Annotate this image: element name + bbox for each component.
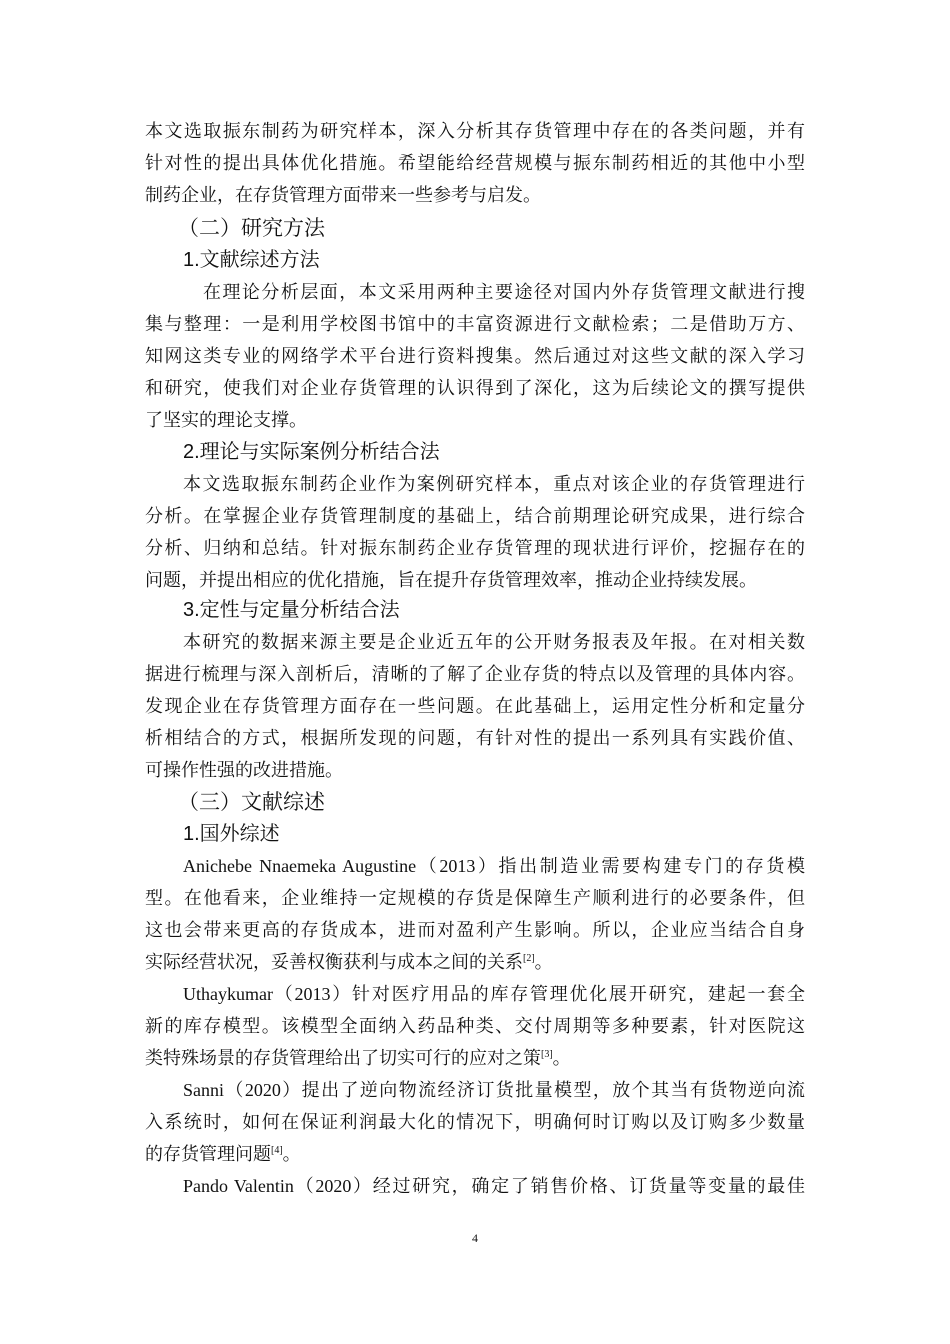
subsection-heading: 1.文献综述方法 [183, 249, 320, 271]
line-text: 可操作性强的改进措施。 [145, 760, 343, 780]
paragraph-line [145, 693, 805, 719]
paragraph-line [145, 535, 805, 561]
page-number: 4 [472, 1231, 478, 1245]
paragraph-line [145, 661, 805, 687]
paragraph-line [145, 917, 805, 943]
line-text: 据进行梳理与深入剖析后，清晰的了解了企业存货的特点以及管理的具体内容。 [145, 664, 805, 684]
subsection-heading: 1.国外综述 [183, 823, 280, 845]
line-text: 问题，并提出相应的优化措施，旨在提升存货管理效率，推动企业持续发展。 [145, 570, 757, 590]
line-text: 这也会带来更高的存货成本，进而对盈利产生影响。所以，企业应当结合自身 [145, 920, 805, 940]
paragraph-line [145, 725, 805, 751]
paragraph-line [145, 1045, 805, 1071]
line-text: 在理论分析层面，本文采用两种主要途径对国内外存货管理文献进行搜 [203, 282, 805, 302]
line-text: 本文选取振东制药企业作为案例研究样本，重点对该企业的存货管理进行 [183, 474, 805, 494]
sentence-end: 。 [534, 952, 553, 972]
line-text: 知网这类专业的网络学术平台进行资料搜集。然后通过对这些文献的深入学习 [145, 346, 805, 366]
paragraph-line [145, 311, 805, 337]
paragraph-line [145, 407, 805, 433]
line-text: 发现企业在存货管理方面存在一些问题。在此基础上，运用定性分析和定量分 [145, 696, 805, 716]
sentence-end: 。 [282, 1144, 301, 1164]
paragraph-line [183, 981, 805, 1007]
line-text: Pando Valentin（2020）经过研究，确定了销售价格、订货量等变量的最佳 [183, 1176, 805, 1196]
line-text: 针对性的提出具体优化措施。希望能给经营规模与振东制药相近的其他中小型 [145, 153, 805, 173]
paragraph-line [145, 949, 805, 975]
line-text: 入系统时，如何在保证利润最大化的情况下，明确何时订购以及订购多少数量 [145, 1112, 805, 1132]
line-text: Sanni（2020）提出了逆向物流经济订货批量模型，放个其当有货物逆向流 [183, 1080, 805, 1100]
paragraph-line [183, 853, 805, 879]
paragraph-line [145, 375, 805, 401]
line-text: 本文选取振东制药为研究样本，深入分析其存货管理中存在的各类问题，并有 [145, 121, 805, 141]
line-text: Anichebe Nnaemeka Augustine（2013）指出制造业需要构建专门的存货模 [183, 856, 805, 876]
line-text: 分析。在掌握企业存货管理制度的基础上，结合前期理论研究成果，进行综合 [145, 506, 805, 526]
line-text: 分析、归纳和总结。针对振东制药企业存货管理的现状进行评价，挖掘存在的 [145, 538, 805, 558]
paragraph-line [145, 150, 805, 176]
sentence-end: 。 [552, 1048, 571, 1068]
line-text: 型。在他看来，企业维持一定规模的存货是保障生产顺利进行的必要条件，但 [145, 888, 805, 908]
line-text: Uthaykumar（2013）针对医疗用品的库存管理优化展开研究，建起一套全 [183, 984, 805, 1004]
line-text: 类特殊场景的存货管理给出了切实可行的应对之策 [145, 1048, 541, 1068]
citation-reference: [4] [271, 1145, 283, 1156]
paragraph-line [145, 567, 805, 593]
paragraph-line [145, 182, 805, 208]
paragraph-line [183, 1077, 805, 1103]
paragraph-line [145, 343, 805, 369]
line-text: 的存货管理问题 [145, 1144, 271, 1164]
paragraph-line [145, 885, 805, 911]
line-text: 本研究的数据来源主要是企业近五年的公开财务报表及年报。在对相关数 [183, 632, 805, 652]
line-text: 新的库存模型。该模型全面纳入药品种类、交付周期等多种要素，针对医院这 [145, 1016, 805, 1036]
line-text: 实际经营状况，妥善权衡获利与成本之间的关系 [145, 952, 523, 972]
citation-reference: [3] [541, 1049, 553, 1060]
paragraph-line [183, 629, 805, 655]
line-text: 制药企业，在存货管理方面带来一些参考与启发。 [145, 185, 541, 205]
subsection-heading: 3.定性与定量分析结合法 [183, 599, 400, 621]
section-heading: （三）文献综述 [178, 791, 325, 814]
paragraph-line [145, 503, 805, 529]
paragraph-line [145, 757, 805, 783]
line-text: 了坚实的理论支撑。 [145, 410, 307, 430]
paragraph-line [145, 1109, 805, 1135]
paragraph-line [183, 471, 805, 497]
citation-reference: [2] [523, 953, 535, 964]
line-text: 集与整理：一是利用学校图书馆中的丰富资源进行文献检索；二是借助万方、 [145, 314, 805, 334]
paragraph-line [145, 1141, 805, 1167]
paragraph-line [203, 279, 805, 305]
subsection-heading: 2.理论与实际案例分析结合法 [183, 441, 440, 463]
paragraph-line [145, 1013, 805, 1039]
section-heading: （二）研究方法 [178, 217, 325, 240]
line-text: 和研究，使我们对企业存货管理的认识得到了深化，这为后续论文的撰写提供 [145, 378, 805, 398]
line-text: 析相结合的方式，根据所发现的问题，有针对性的提出一系列具有实践价值、 [145, 728, 805, 748]
paragraph-line [183, 1173, 805, 1199]
paragraph-line [145, 118, 805, 144]
